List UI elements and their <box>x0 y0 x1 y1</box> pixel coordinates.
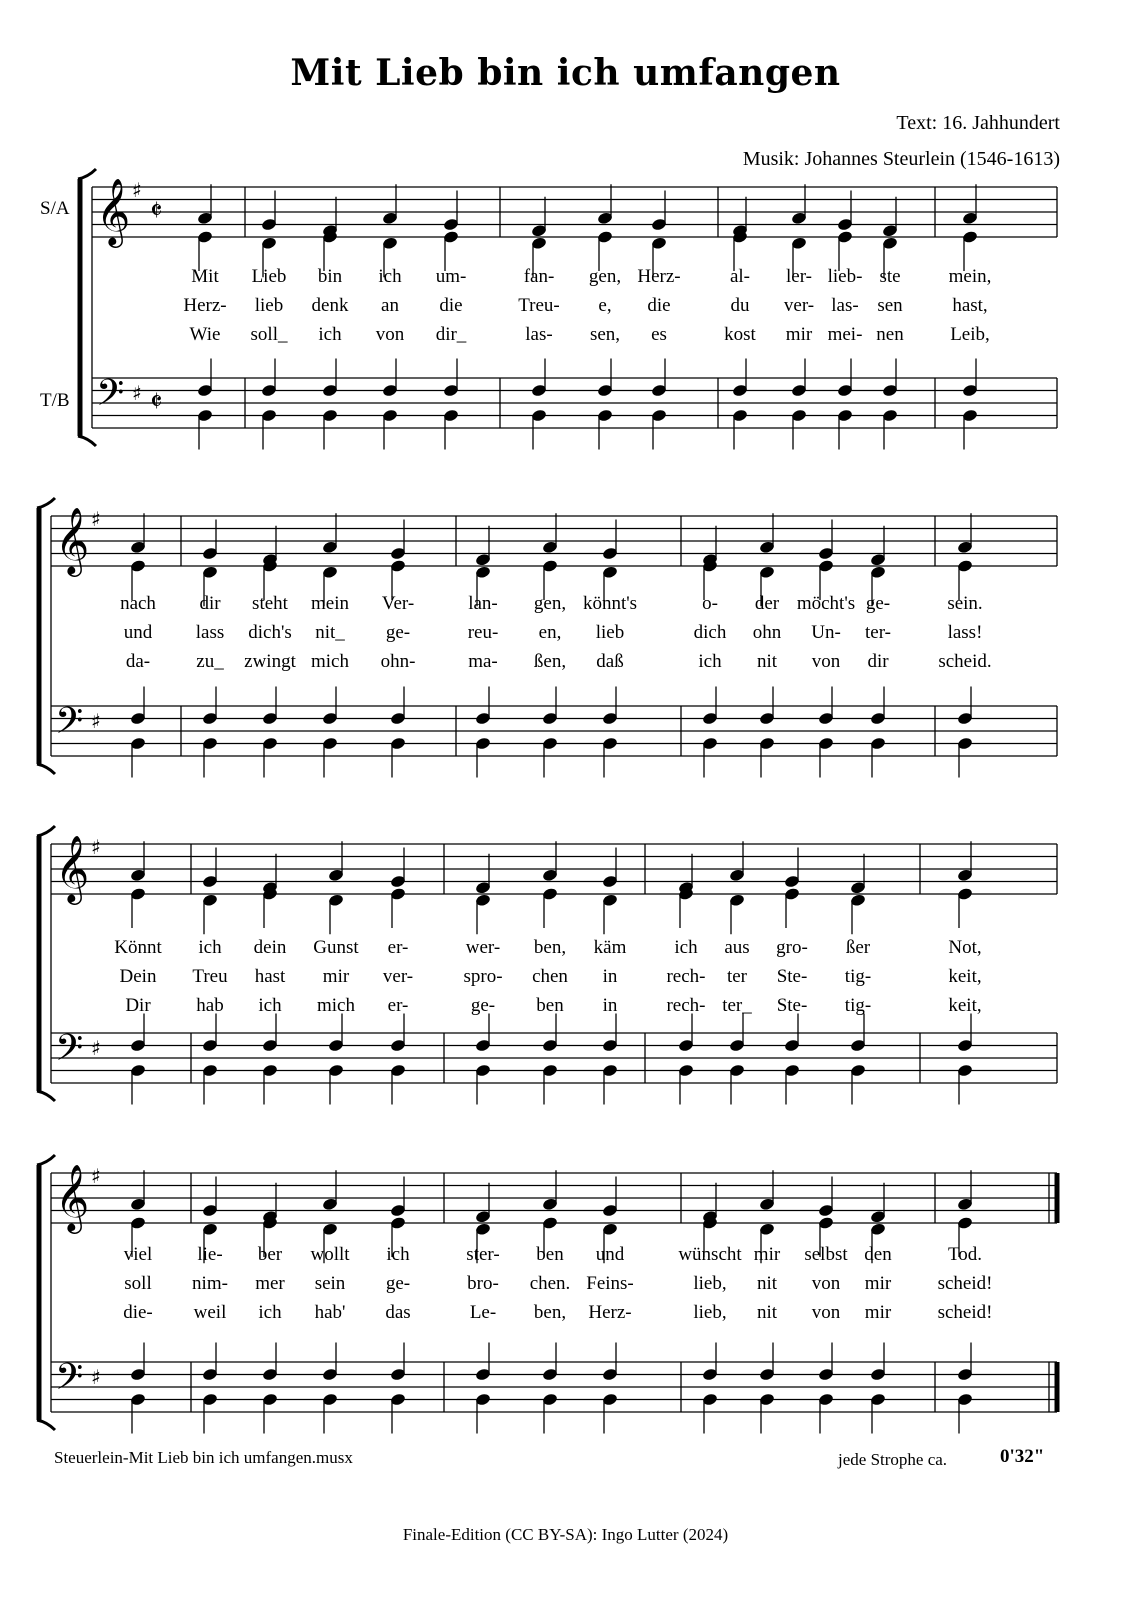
lyric-syllable: dich <box>693 622 727 643</box>
lyric-syllable: mir <box>864 1273 892 1294</box>
lyric-syllable: mir <box>753 1244 781 1265</box>
lyric-syllable: o- <box>702 593 718 614</box>
lyric-syllable: zwingt <box>244 651 296 672</box>
lyric-syllable: in <box>602 995 618 1016</box>
lyric-syllable: bro- <box>467 1273 499 1294</box>
lyric-syllable: spro- <box>463 966 503 987</box>
lyric-syllable: die <box>647 295 671 316</box>
lyric-syllable: ohn- <box>380 651 416 672</box>
lyric-syllable: er- <box>387 937 409 958</box>
lyric-syllable: Dir <box>125 995 151 1016</box>
treble-clef: 𝄞 <box>55 834 90 902</box>
lyric-syllable: dir <box>867 651 889 672</box>
footer-edition: Finale-Edition (CC BY-SA): Ingo Lutter (2024) <box>402 1525 729 1544</box>
lyric-syllable: soll_ <box>250 324 288 345</box>
lyric-syllable: hab <box>196 995 224 1016</box>
lyric-syllable: Herz- <box>183 295 227 316</box>
lyric-syllable: ler- <box>786 266 812 287</box>
bass-clef: 𝄢 <box>55 1027 84 1078</box>
bass-clef: 𝄢 <box>96 372 125 423</box>
lyric-syllable: möcht's <box>796 593 856 614</box>
part-label-upper: S/A <box>40 198 70 219</box>
bracket-top <box>37 498 55 508</box>
bracket-bottom <box>78 436 96 446</box>
treble-clef: 𝄞 <box>96 177 131 245</box>
sharp-key-signature: ♯ <box>91 1164 101 1188</box>
lyric-syllable: hast <box>254 966 286 987</box>
lyric-syllable: an <box>381 295 399 316</box>
sharp-key-signature: ♯ <box>91 1036 101 1060</box>
lyric-syllable: scheid! <box>937 1273 993 1294</box>
lyric-syllable: rech- <box>666 966 706 987</box>
lyric-syllable: rech- <box>666 995 706 1016</box>
lyric-syllable: Tod. <box>947 1244 983 1265</box>
lyric-syllable: mer <box>255 1273 285 1294</box>
footer-duration: 0'32" <box>1000 1446 1045 1467</box>
bracket-bottom <box>37 1091 55 1101</box>
lyric-syllable: ter_ <box>722 995 752 1016</box>
lyric-syllable: die- <box>123 1302 153 1323</box>
lyric-syllable: weil <box>193 1302 227 1323</box>
lyric-syllable: wer- <box>465 937 501 958</box>
lyric-syllable: käm <box>593 937 627 958</box>
lyric-syllable: Un- <box>811 622 841 643</box>
lyric-syllable: ich <box>698 651 722 672</box>
lyric-syllable: ich <box>198 937 222 958</box>
system-3 <box>37 826 1057 1105</box>
lyric-syllable: nach <box>120 593 156 614</box>
lyric-syllable: wollt <box>310 1244 350 1265</box>
system-1 <box>78 169 1057 450</box>
lyric-syllable: mei- <box>827 324 863 345</box>
lyric-syllable: scheid. <box>938 651 992 672</box>
lyric-syllable: ohn <box>752 622 782 643</box>
lyric-syllable: von <box>375 324 405 345</box>
sharp-key-signature: ♯ <box>91 507 101 531</box>
bracket-bottom <box>37 764 55 774</box>
page-title: Mit Lieb bin ich umfangen <box>290 52 841 94</box>
lyric-syllable: um- <box>435 266 467 287</box>
text-credit: Text: 16. Jahhundert <box>896 112 1060 134</box>
lyric-syllable: lieb <box>254 295 284 316</box>
lyric-syllable: ter- <box>865 622 891 643</box>
lyric-syllable: tig- <box>844 995 872 1016</box>
lyric-syllable: kost <box>724 324 756 345</box>
bracket-top <box>37 826 55 836</box>
lyric-syllable: ben <box>536 1244 564 1265</box>
lyric-syllable: ster- <box>466 1244 500 1265</box>
part-label-lower: T/B <box>40 390 70 411</box>
footer-filename: Steuerlein-Mit Lieb bin ich umfangen.musx <box>54 1448 353 1467</box>
lyric-syllable: nit <box>756 651 778 672</box>
lyric-syllable: wünscht <box>678 1244 742 1265</box>
lyric-syllable: keit, <box>948 966 982 987</box>
lyric-syllable: lieb <box>595 622 625 643</box>
lyric-syllable: Ste- <box>776 995 808 1016</box>
lyric-syllable: sen, <box>589 324 621 345</box>
lyric-syllable: ben, <box>533 937 567 958</box>
lyric-syllable: ge- <box>385 1273 411 1294</box>
lyric-syllable: tig- <box>844 966 872 987</box>
lyric-syllable: hab' <box>314 1302 346 1323</box>
lyric-syllable: bin <box>317 266 343 287</box>
lyric-syllable: e, <box>598 295 612 316</box>
lyric-syllable: viel <box>123 1244 153 1265</box>
lyric-syllable: hast, <box>952 295 988 316</box>
bracket-top <box>78 169 96 179</box>
lyric-syllable: nen <box>876 324 904 345</box>
lyric-syllable: und <box>123 622 153 643</box>
lyric-syllable: lieb- <box>827 266 863 287</box>
lyric-syllable: ge- <box>470 995 496 1016</box>
lyric-syllable: zu_ <box>196 651 224 672</box>
lyric-syllable: chen. <box>529 1273 571 1294</box>
treble-clef: 𝄞 <box>55 506 90 574</box>
lyric-syllable: ich <box>318 324 342 345</box>
bass-clef: 𝄢 <box>55 1356 84 1407</box>
lyric-syllable: Wie <box>189 324 221 345</box>
lyric-syllable: gro- <box>776 937 808 958</box>
lyric-syllable: mir <box>322 966 350 987</box>
lyric-syllable: Herz- <box>637 266 681 287</box>
sharp-key-signature: ♯ <box>132 178 142 202</box>
lyric-syllable: dein <box>253 937 287 958</box>
lyric-syllable: Treu- <box>518 295 560 316</box>
lyric-syllable: du <box>730 295 750 316</box>
sharp-key-signature: ♯ <box>91 835 101 859</box>
system-4 <box>37 1155 1057 1434</box>
bracket-bottom <box>37 1420 55 1430</box>
sharp-key-signature: ♯ <box>91 709 101 733</box>
bracket-top <box>37 1155 55 1165</box>
lyric-syllable: ste <box>879 266 901 287</box>
sharp-key-signature: ♯ <box>132 381 142 405</box>
lyric-syllable: fan- <box>523 266 555 287</box>
lyric-syllable: scheid! <box>937 1302 993 1323</box>
lyric-syllable: ich <box>386 1244 410 1265</box>
lyric-syllable: es <box>651 324 667 345</box>
lyric-syllable: Ver- <box>381 593 415 614</box>
lyric-syllable: chen <box>532 966 568 987</box>
lyric-syllable: von <box>811 651 841 672</box>
lyric-syllable: mein <box>311 593 349 614</box>
lyric-syllable: soll <box>124 1273 152 1294</box>
lyric-syllable: lass <box>195 622 225 643</box>
lyric-syllable: lan- <box>468 593 498 614</box>
lyric-syllable: steht <box>252 593 288 614</box>
lyric-syllable: könnt's <box>582 593 638 614</box>
lyric-syllable: las- <box>831 295 859 316</box>
lyric-syllable: ber <box>257 1244 283 1265</box>
lyric-syllable: gen, <box>533 593 567 614</box>
lyric-syllable: die <box>439 295 463 316</box>
lyric-syllable: ich <box>258 995 282 1016</box>
lyric-syllable: ter <box>726 966 748 987</box>
time-signature: 𝄵 <box>150 194 163 227</box>
lyric-syllable: den <box>864 1244 892 1265</box>
lyric-syllable: dir <box>199 593 221 614</box>
lyric-syllable: der <box>754 593 780 614</box>
lyric-syllable: er- <box>387 995 409 1016</box>
lyric-syllable: lass! <box>947 622 983 643</box>
lyric-syllable: Lieb <box>251 266 287 287</box>
lyric-syllable: ben <box>536 995 564 1016</box>
music-credit: Musik: Johannes Steurlein (1546-1613) <box>742 148 1060 170</box>
lyric-syllable: von <box>811 1302 841 1323</box>
lyric-syllable: ge- <box>865 593 891 614</box>
lyric-syllable: in <box>602 966 618 987</box>
lyric-syllable: dir_ <box>435 324 467 345</box>
lyric-syllable: dich's <box>248 622 292 643</box>
lyric-syllable: nim- <box>192 1273 228 1294</box>
lyric-syllable: aus <box>724 937 750 958</box>
lyric-syllable: ben, <box>533 1302 567 1323</box>
lyric-syllable: ßen, <box>533 651 567 672</box>
lyric-syllable: daß <box>596 651 624 672</box>
lyric-syllable: lie- <box>197 1244 223 1265</box>
lyric-syllable: ich <box>674 937 698 958</box>
lyric-syllable: ver- <box>783 295 815 316</box>
system-2 <box>37 498 1057 778</box>
bass-clef: 𝄢 <box>55 700 84 751</box>
lyric-syllable: Mit <box>191 266 219 287</box>
lyric-syllable: mir <box>785 324 813 345</box>
lyric-syllable: ich <box>258 1302 282 1323</box>
lyric-syllable: Könnt <box>114 937 162 958</box>
lyric-syllable: Gunst <box>313 937 359 958</box>
lyric-syllable: das <box>385 1302 411 1323</box>
lyric-syllable: und <box>595 1244 625 1265</box>
lyric-syllable: lieb, <box>693 1273 727 1294</box>
lyric-syllable: las- <box>525 324 553 345</box>
lyric-syllable: nit <box>756 1302 778 1323</box>
lyric-syllable: von <box>811 1273 841 1294</box>
lyric-syllable: Treu <box>192 966 228 987</box>
lyric-syllable: Dein <box>119 966 157 987</box>
lyric-syllable: ma- <box>468 651 498 672</box>
lyric-syllable: mir <box>864 1302 892 1323</box>
lyric-syllable: reu- <box>467 622 499 643</box>
lyric-syllable: ich <box>378 266 402 287</box>
footer-duration-label: jede Strophe ca. <box>838 1450 948 1469</box>
treble-clef: 𝄞 <box>55 1163 90 1231</box>
lyric-syllable: keit, <box>948 995 982 1016</box>
lyric-syllable: mich <box>317 995 355 1016</box>
lyric-syllable: selbst <box>804 1244 848 1265</box>
lyric-syllable: sein <box>314 1273 346 1294</box>
lyric-syllable: Feins- <box>586 1273 634 1294</box>
lyric-syllable: Herz- <box>588 1302 632 1323</box>
lyric-syllable: ge- <box>385 622 411 643</box>
lyric-syllable: mich <box>311 651 349 672</box>
sharp-key-signature: ♯ <box>91 1365 101 1389</box>
lyric-syllable: en, <box>538 622 562 643</box>
time-signature: 𝄵 <box>150 385 163 418</box>
lyric-syllable: denk <box>311 295 349 316</box>
lyric-syllable: mein, <box>948 266 992 287</box>
lyric-syllable: Leib, <box>950 324 990 345</box>
lyric-syllable: da- <box>125 651 151 672</box>
lyric-syllable: Not, <box>948 937 982 958</box>
lyric-syllable: lieb, <box>693 1302 727 1323</box>
lyric-syllable: ßer <box>845 937 871 958</box>
lyric-syllable: nit_ <box>315 622 345 643</box>
lyric-syllable: Ste- <box>776 966 808 987</box>
lyric-syllable: sen <box>877 295 903 316</box>
lyric-syllable: ver- <box>382 966 414 987</box>
lyric-syllable: al- <box>729 266 751 287</box>
lyric-syllable: nit <box>756 1273 778 1294</box>
lyric-syllable: Le- <box>469 1302 497 1323</box>
lyric-syllable: sein. <box>947 593 983 614</box>
lyric-syllable: gen, <box>588 266 622 287</box>
